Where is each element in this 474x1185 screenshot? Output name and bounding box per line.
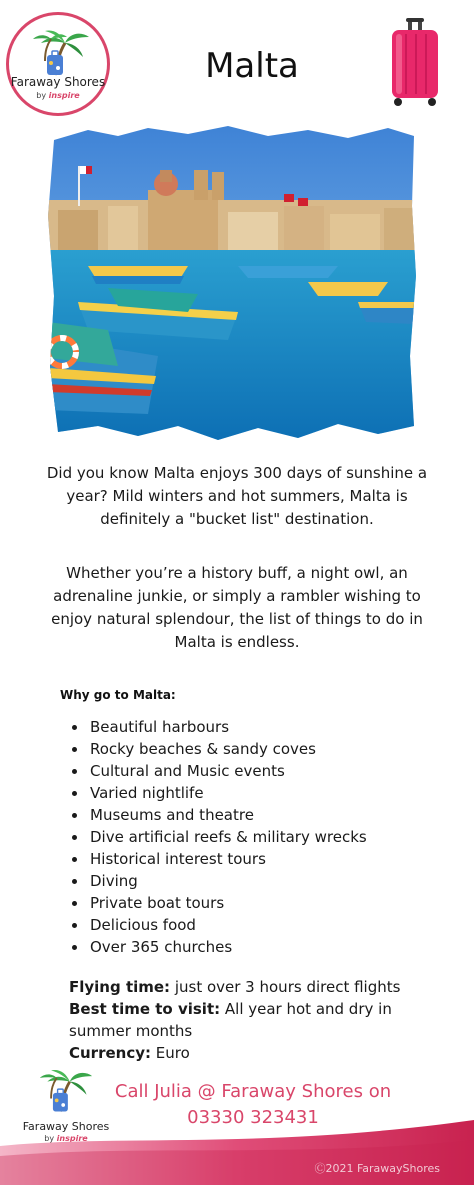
intro-paragraph-sunshine: Did you know Malta enjoys 300 days of sunshine a year? Mild winters and hot summers, Malta is definitely a "bucket list" destination. [46,464,428,528]
brand-logo [6,12,110,116]
copyright-text: Ⓒ2021 FarawayShores [314,1162,440,1175]
reasons-list [68,716,367,958]
brand-byline: by inspire [36,91,80,100]
currency-label: Currency: [69,1044,152,1062]
list-item: • Dive artificial reefs & military wrecks [88,826,367,848]
travel-facts [69,976,419,1064]
list-item: • Diving [88,870,367,892]
pink-suitcase-icon [384,18,444,108]
best-time-label: Best time to visit: [69,1000,221,1018]
currency-value: Euro [151,1044,190,1062]
list-item: • Beautiful harbours [88,716,367,738]
currency-fact [69,1042,419,1064]
list-item: • Delicious food [88,914,367,936]
best-time-fact [69,998,419,1042]
malta-harbour-boats-photo [48,126,416,442]
why-heading: Why go to Malta: [60,688,176,702]
list-item: • Rocky beaches & sandy coves [88,738,367,760]
best-time-value: All year hot and dry in summer months [69,1000,392,1040]
palm-tree-suitcase-logo-icon [31,29,91,77]
list-item: • Over 365 churches [88,936,367,958]
page-title: Malta [205,46,299,86]
brand-name: Faraway Shores [22,1120,110,1133]
list-item: • Cultural and Music events [88,760,367,782]
intro-paragraph-things-to-do: Whether you’re a history buff, a night owl, an adrenaline junkie, or simply a rambler wishing to enjoy natural splendour, the list of things to do in Malta is endless. [51,564,423,651]
phone-number[interactable]: 03330 323431 [187,1107,319,1128]
palm-tree-suitcase-logo-icon [38,1068,94,1114]
brand-name: Faraway Shores [10,75,106,89]
list-item: • Private boat tours [88,892,367,914]
flying-time-label: Flying time: [69,978,171,996]
brand-byline: by inspire [44,1134,88,1143]
list-item: • Museums and theatre [88,804,367,826]
list-item: • Historical interest tours [88,848,367,870]
flying-time-value: just over 3 hours direct flights [170,978,401,996]
list-item: • Varied nightlife [88,782,367,804]
call-text: Call Julia @ Faraway Shores on [114,1081,392,1102]
flying-time-fact [69,976,419,998]
